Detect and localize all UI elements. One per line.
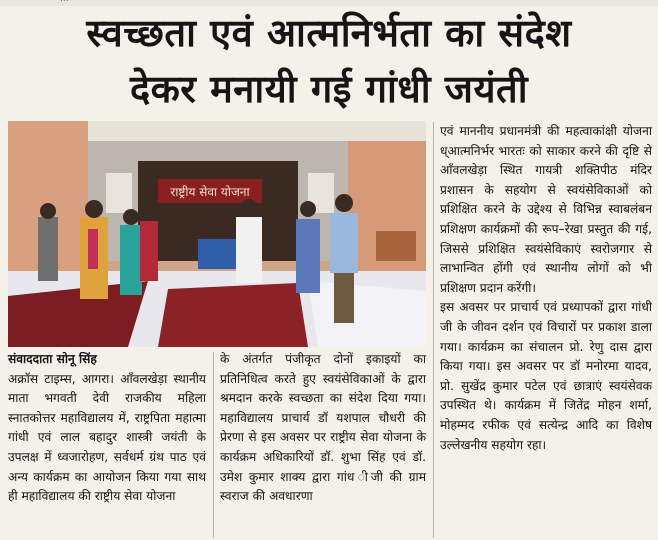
column-divider-1 <box>213 352 214 538</box>
news-photo <box>8 121 426 347</box>
byline: संवाददाता सोनू सिंह <box>8 352 97 366</box>
headline-line-2: देकर मनायी गई गांधी जयंती <box>129 67 529 111</box>
headline-line-1: स्वच्छता एवं आत्मनिर्भता का संदेश <box>86 11 572 55</box>
article-col1-body: अक्रॉस टाइम्स, आगरा। आँवलखेड़ा स्थानीय माता भगवती देवी राजकीय महिला स्नातकोत्तर महाविद्यालय में, राष्ट्रपिता महात्मा गांधी एवं लाल बहादुर शास्त्री जयंती के उपलक्ष में ध्वजारोहण, सर्वधर्म ग्रंथ पाठ एवं अन्य कार्यक्रम का आयोजन किया गया साथ ही महाविद्यालय की राष्ट्रीय सेवा योजना <box>8 371 206 504</box>
banner-text: राष्ट्रीय सेवा योजना <box>170 185 250 199</box>
article-col3-para-1: एवं माननीय प्रधानमंत्री की महत्वाकांक्षी योजना ध्आत्मनिर्भर भारतः को साकार करने की दृष्टि से आँवलखेड़ा स्थित गायत्री शक्तिपीठ मंदिर प्रशासन के सहयोग से स्वयंसेविकाओं को प्रशिक्षित करने के उद्देश्य से विभिन्न स्वाबलंबन प्रशिक्षण कार्यक्रमों की रूप–रेखा प्रस्तुत की गई, जिससे प्रशिक्षित स्वयंसेविकाएं स्वरोजगार से लाभान्वित होंगी एवं स्थानीय लोगों को भी प्रशिक्षण प्रदान करेंगी। <box>440 124 652 295</box>
article-column-3 <box>440 122 652 455</box>
article-col3-para-2: इस अवसर पर प्राचार्य एवं प्रध्यापकों द्वारा गांधी जी के जीवन दर्शन एवं विचारों पर प्रकाश डाला गया। कार्यक्रम का संचालन प्रो. रेणु दास द्वारा किया गया। इस अवसर पर डॉ मनोरमा यादव, प्रो. सुखेंद्र कुमार पटेल एवं छात्राएं स्वयंसेवक उपस्थित थे। कार्यक्रम में जितेंद्र मोहन शर्मा, मोहम्मद रफीक एवं सत्येन्द्र आदि का विशेष उल्लेखनीय सहयोग रहा। <box>440 300 652 452</box>
headline <box>0 4 658 116</box>
article-col2-body: के अंतर्गत पंजीकृत दोनों इकाइयों का प्रतिनिधित्व करते हुए स्वयंसेविकाओं के द्वारा श्रमदान करके स्वच्छता का संदेश दिया गया। महाविद्यालय प्राचार्य डॉ यशपाल चौधरी की प्रेरणा से इस अवसर पर राष्ट्रीय सेवा योजना के कार्यक्रम अधिकारियों डॉ. शुभा सिंह एवं डॉ. उमेश कुमार शाक्य द्वारा गांध ीजी की ग्राम स्वराज की अवधारणा <box>220 352 426 504</box>
article-column-1 <box>8 350 206 507</box>
article-column-2 <box>220 350 426 507</box>
news-photo-illustration <box>8 121 426 347</box>
column-divider-2 <box>433 122 434 538</box>
